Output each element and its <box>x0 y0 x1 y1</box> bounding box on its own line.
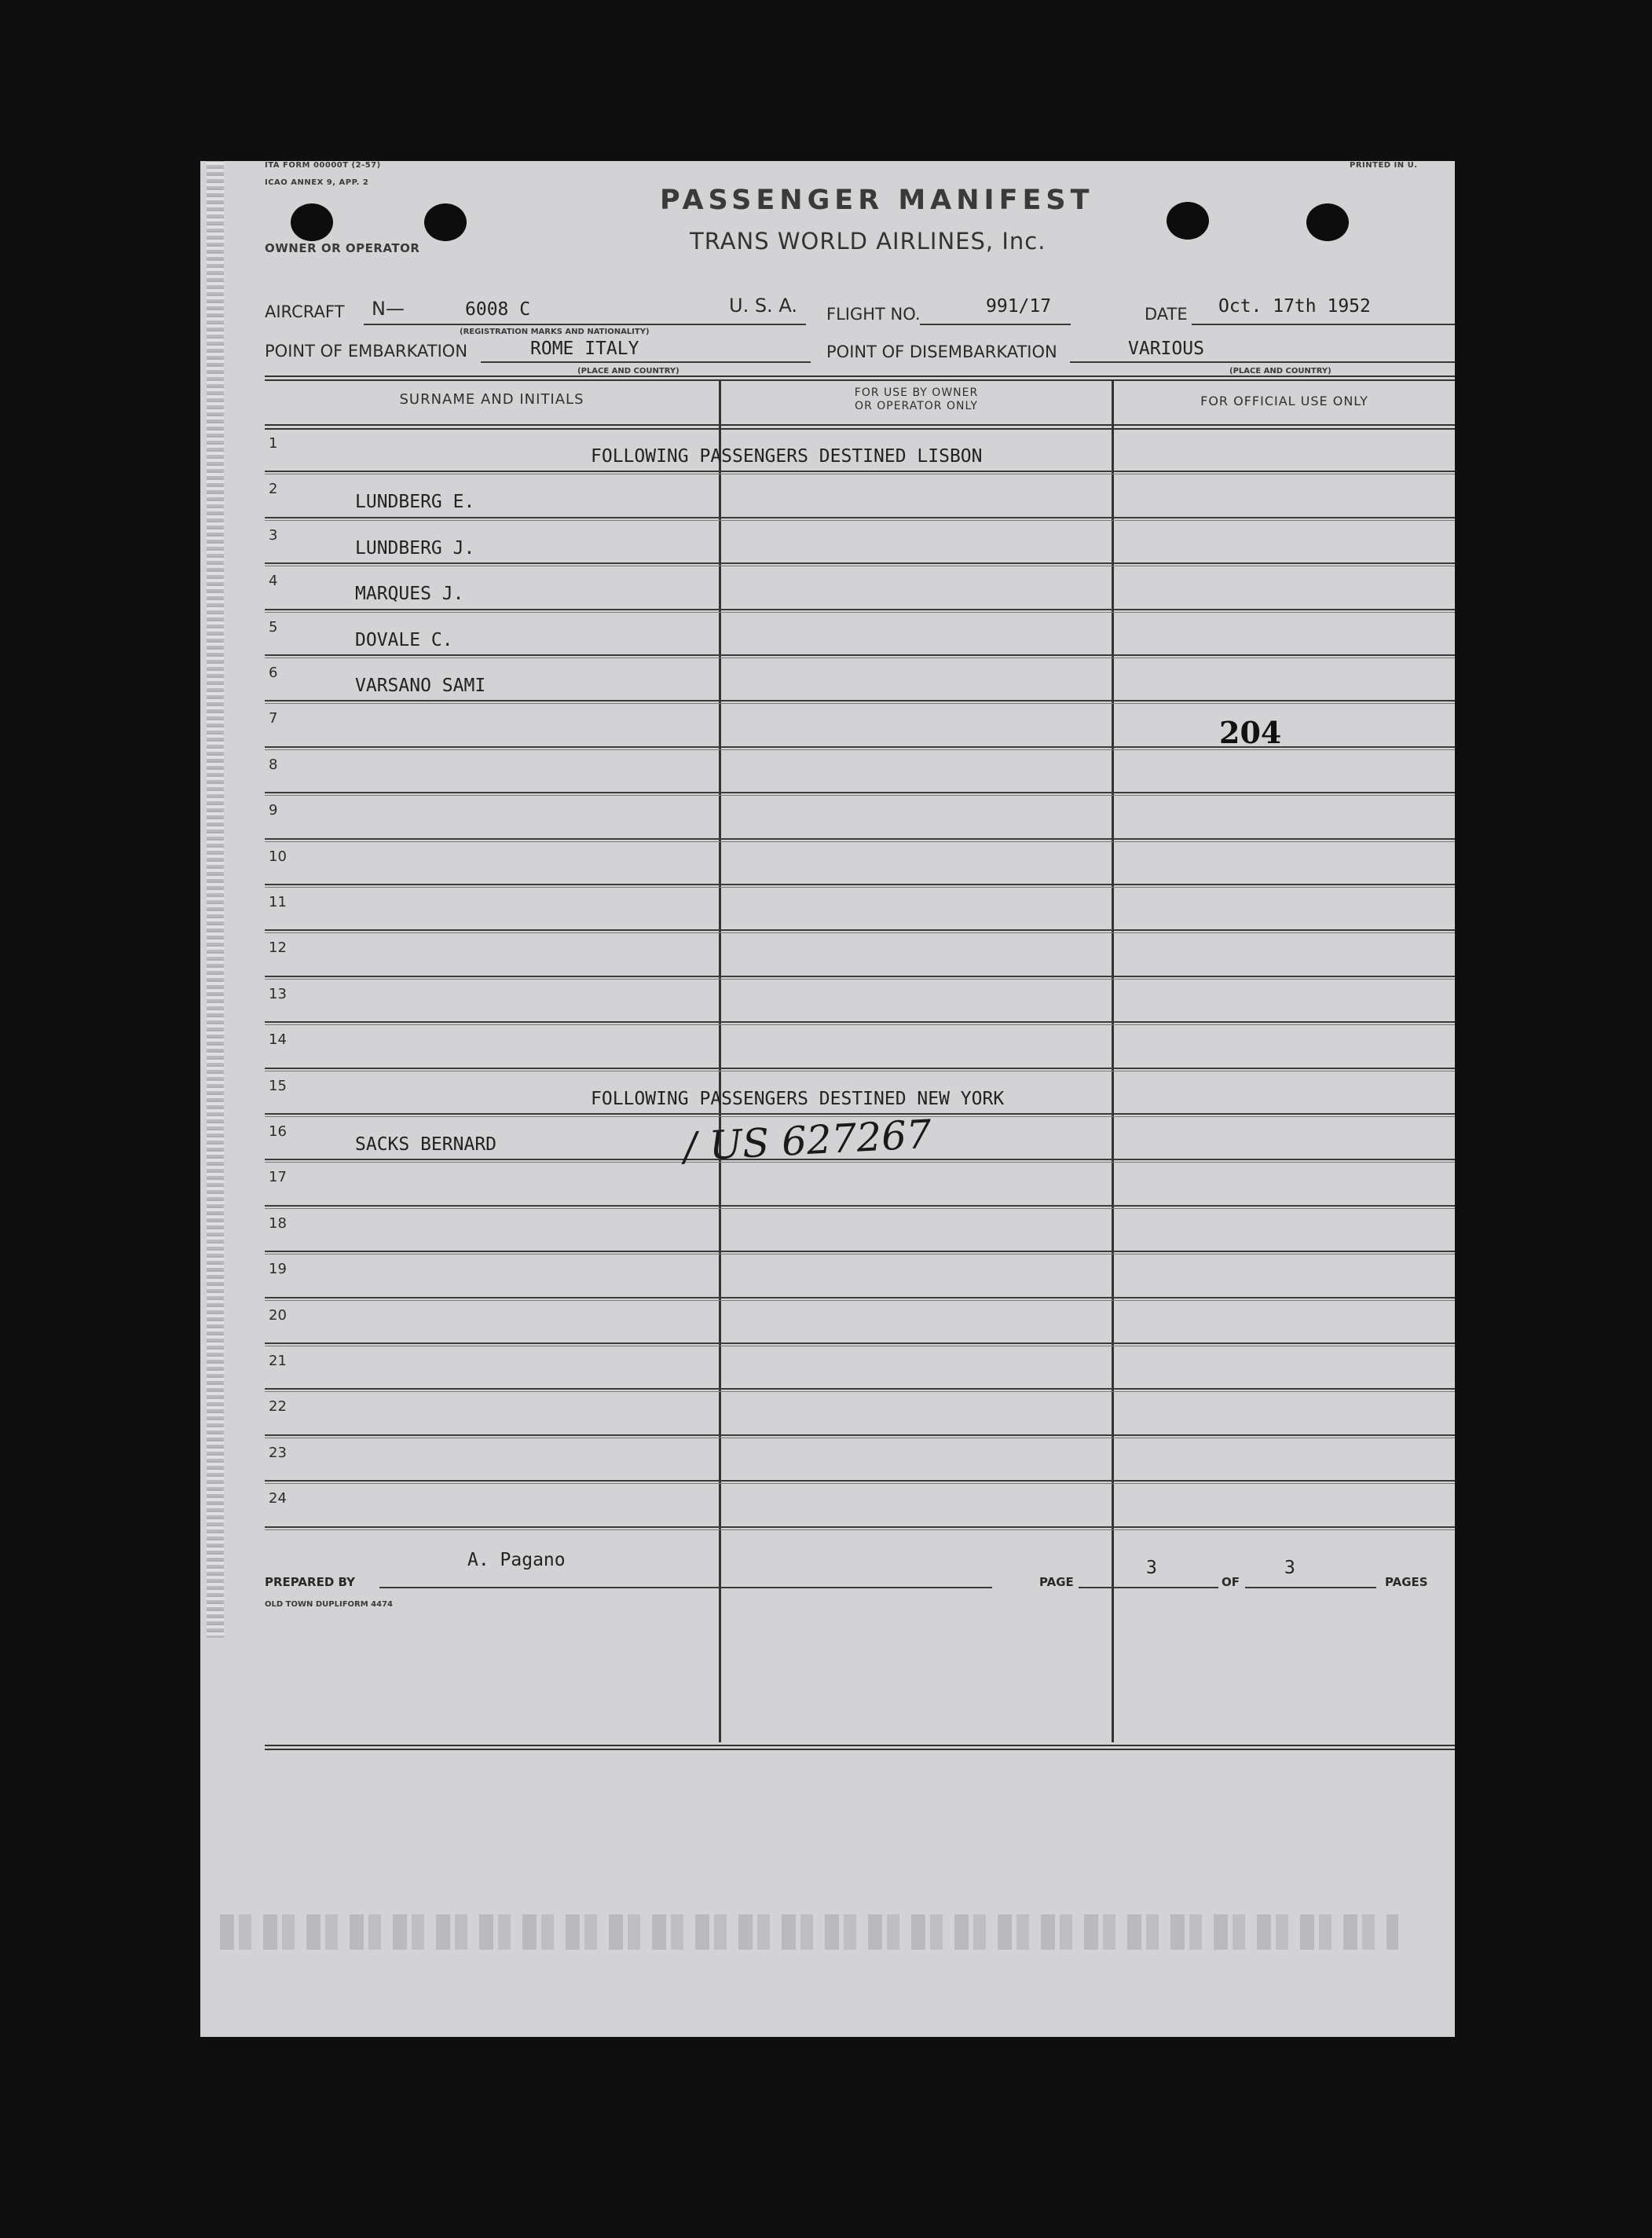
table-row <box>265 796 1455 841</box>
table-bottom-rule <box>265 1745 1455 1750</box>
table-row <box>265 1346 1455 1392</box>
table-row <box>265 613 1455 658</box>
row-number: 15 <box>269 1077 287 1094</box>
row-number: 13 <box>269 985 287 1002</box>
passenger-name: SACKS BERNARD <box>355 1134 497 1155</box>
official-use-column-header: FOR OFFICIAL USE ONLY <box>1200 394 1368 408</box>
manifest-sheet <box>200 161 1455 2037</box>
passenger-name: LUNDBERG E. <box>355 492 475 513</box>
table-top-rule <box>265 375 1455 381</box>
passenger-name: VARSANO SAMI <box>355 676 486 696</box>
disembarkation-note: (PLACE AND COUNTRY) <box>1229 367 1331 375</box>
table-row <box>265 888 1455 933</box>
row-number: 21 <box>269 1353 287 1369</box>
embarkation-point: ROME ITALY <box>530 339 639 359</box>
disembarkation-point: VARIOUS <box>1128 339 1204 359</box>
row-number: 9 <box>269 802 278 819</box>
flight-number: 991/17 <box>986 296 1052 317</box>
table-row <box>265 429 1455 474</box>
row-number: 24 <box>269 1490 287 1507</box>
table-row <box>265 474 1455 520</box>
row-number: 6 <box>269 665 278 681</box>
table-row <box>265 1392 1455 1438</box>
aircraft-prefix: N— <box>372 298 405 320</box>
table-row <box>265 980 1455 1025</box>
row-number: 14 <box>269 1031 287 1049</box>
company-name: TRANS WORLD AIRLINES, Inc. <box>690 228 1046 255</box>
destination-note: FOLLOWING PASSENGERS DESTINED NEW YORK <box>591 1088 1005 1109</box>
of-label: OF <box>1222 1575 1240 1589</box>
disembarkation-label: POINT OF DISEMBARKATION <box>826 342 1057 361</box>
row-number: 22 <box>269 1398 287 1416</box>
table-row <box>265 1163 1455 1208</box>
row-number: 10 <box>269 848 287 865</box>
torn-edge <box>207 161 224 1638</box>
handwritten-passport-number: / US 627267 <box>682 1111 933 1170</box>
row-number: 17 <box>269 1169 287 1186</box>
bleed-through-text <box>220 1914 1398 1950</box>
row-number: 1 <box>269 435 278 452</box>
table-row <box>265 1255 1455 1300</box>
row-number: 12 <box>269 940 287 957</box>
destination-note: FOLLOWING PASSENGERS DESTINED LISBON <box>591 446 983 467</box>
prepared-by-label: PREPARED BY <box>265 1575 355 1589</box>
page-total: 3 <box>1284 1558 1295 1578</box>
passenger-name: DOVALE C. <box>355 629 453 650</box>
punch-hole <box>424 203 467 241</box>
manifest-date: Oct. 17th 1952 <box>1218 296 1371 317</box>
row-number: 7 <box>269 710 278 727</box>
row-number: 16 <box>269 1123 287 1140</box>
table-row <box>265 658 1455 704</box>
owner-use-column-header: FOR USE BY OWNER OR OPERATOR ONLY <box>854 386 979 412</box>
table-row <box>265 1025 1455 1071</box>
row-number: 18 <box>269 1214 287 1232</box>
page-label: PAGE <box>1039 1575 1074 1589</box>
duplifax-imprint: OLD TOWN DUPLIFORM 4474 <box>265 1600 393 1609</box>
row-number: 8 <box>269 756 278 773</box>
row-rule <box>265 1526 1455 1530</box>
page-number: 3 <box>1146 1558 1157 1578</box>
surname-column-header: SURNAME AND INITIALS <box>399 391 584 408</box>
row-number: 3 <box>269 526 278 544</box>
table-row <box>265 521 1455 566</box>
table-row <box>265 1071 1455 1117</box>
embarkation-label: POINT OF EMBARKATION <box>265 342 468 361</box>
row-number: 23 <box>269 1444 287 1461</box>
row-number: 2 <box>269 481 278 498</box>
row-number: 11 <box>269 894 287 910</box>
printed-in: PRINTED IN U. <box>1350 161 1418 170</box>
row-number: 20 <box>269 1306 287 1324</box>
date-label: DATE <box>1145 305 1188 324</box>
aircraft-registration: 6008 C <box>465 299 531 320</box>
owner-operator-label: OWNER OR OPERATOR <box>265 241 420 255</box>
embarkation-note: (PLACE AND COUNTRY) <box>577 367 679 375</box>
punch-hole <box>1167 202 1209 240</box>
punch-hole <box>291 203 333 241</box>
table-row <box>265 933 1455 979</box>
row-number: 19 <box>269 1261 287 1278</box>
passenger-name: LUNDBERG J. <box>355 537 475 559</box>
table-row <box>265 704 1455 749</box>
passenger-name: MARQUES J. <box>355 584 464 605</box>
prepared-by-name: A. Pagano <box>467 1550 566 1570</box>
row-number: 5 <box>269 618 278 636</box>
aircraft-nationality: U. S. A. <box>729 295 797 317</box>
registration-note: (REGISTRATION MARKS AND NATIONALITY) <box>460 328 650 336</box>
pages-label: PAGES <box>1385 1575 1428 1589</box>
table-row <box>265 750 1455 796</box>
punch-hole <box>1306 203 1349 241</box>
table-row <box>265 1438 1455 1484</box>
table-row <box>265 1209 1455 1255</box>
table-row <box>265 1301 1455 1346</box>
form-title: PASSENGER MANIFEST <box>660 185 1094 216</box>
aircraft-label: AIRCRAFT <box>265 302 345 321</box>
row-number: 4 <box>269 573 278 590</box>
form-number: ITA FORM 00000T (2-57) <box>265 161 381 170</box>
official-use-entry: 204 <box>1219 715 1282 751</box>
table-row <box>265 1484 1455 1529</box>
flight-label: FLIGHT NO. <box>826 305 921 324</box>
table-row <box>265 842 1455 888</box>
table-row <box>265 566 1455 612</box>
icao-reference: ICAO ANNEX 9, APP. 2 <box>265 178 369 187</box>
